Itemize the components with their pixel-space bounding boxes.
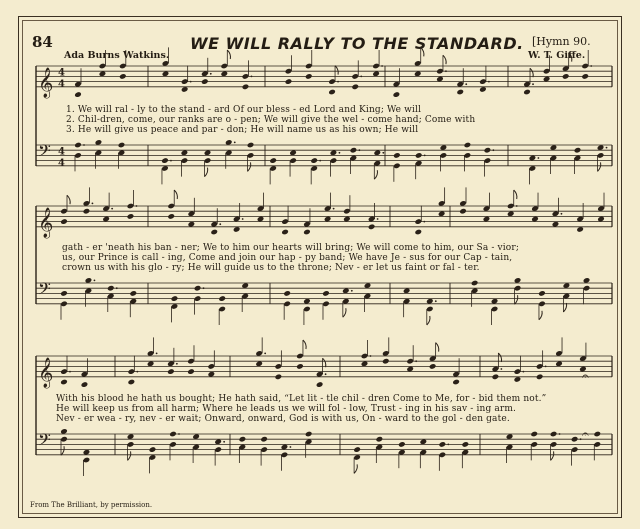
time-signature-bottom: 4 bbox=[58, 78, 65, 90]
note-head bbox=[398, 441, 406, 448]
note-flag bbox=[436, 343, 439, 352]
note-flag bbox=[515, 295, 518, 304]
note-head bbox=[303, 229, 311, 236]
dot bbox=[382, 152, 384, 154]
note-head bbox=[574, 147, 582, 154]
note-head bbox=[260, 436, 268, 443]
system-1-verse-2: 2. Chil-dren, come, our ranks are o - pen; We will give the wel - come hand; Come with bbox=[66, 115, 476, 125]
note-head bbox=[393, 91, 401, 98]
note-flag bbox=[443, 55, 446, 64]
lyricist-credit: Ada Burns Watkins. bbox=[64, 50, 170, 61]
dot bbox=[69, 371, 71, 373]
note-head bbox=[429, 363, 437, 370]
note-head bbox=[464, 142, 472, 149]
note-head bbox=[60, 218, 68, 225]
dot bbox=[116, 287, 118, 289]
dot bbox=[203, 287, 205, 289]
note-flag bbox=[335, 66, 338, 75]
fermata: 𝄐 bbox=[582, 369, 589, 383]
note-flag bbox=[343, 308, 346, 317]
note-head bbox=[127, 213, 135, 220]
note-head bbox=[310, 157, 318, 164]
note-head bbox=[382, 358, 390, 365]
note-head bbox=[149, 446, 157, 453]
note-head bbox=[167, 213, 175, 220]
note-head bbox=[456, 89, 464, 96]
dot bbox=[156, 353, 158, 355]
note-head bbox=[269, 157, 277, 164]
bass-clef: 𝄢 bbox=[38, 278, 51, 303]
dot bbox=[83, 144, 85, 146]
system-1-verse-1: 1. We will ral - ly to the stand - ard Of our bless - ed Lord and King; We will bbox=[66, 105, 422, 115]
dot bbox=[111, 208, 113, 210]
note-head bbox=[74, 142, 82, 149]
note-head bbox=[60, 290, 68, 297]
note-head bbox=[171, 295, 179, 302]
note-head bbox=[471, 280, 479, 287]
note-head bbox=[107, 285, 115, 292]
note-head bbox=[415, 152, 423, 159]
note-flag bbox=[205, 168, 208, 177]
bass-clef: 𝄢 bbox=[38, 429, 51, 454]
note-flag bbox=[303, 340, 306, 349]
note-flag bbox=[354, 464, 357, 473]
note-head bbox=[393, 152, 401, 159]
note-head bbox=[281, 229, 289, 236]
dot bbox=[522, 371, 524, 373]
dot bbox=[370, 355, 372, 357]
page-number: 84 bbox=[32, 33, 53, 51]
note-flag bbox=[498, 353, 501, 362]
note-flag bbox=[227, 50, 230, 59]
note-head bbox=[368, 224, 376, 231]
note-flag bbox=[374, 170, 377, 179]
dot bbox=[377, 218, 379, 220]
note-head bbox=[187, 368, 195, 375]
note-head bbox=[305, 73, 313, 80]
note-flag bbox=[67, 195, 70, 204]
hymn-number: [Hymn 90. bbox=[532, 35, 591, 48]
note-head bbox=[550, 431, 558, 438]
dot bbox=[590, 65, 592, 67]
note-head bbox=[275, 374, 283, 381]
dot bbox=[500, 368, 502, 370]
dot bbox=[219, 223, 221, 225]
note-head bbox=[242, 84, 250, 91]
note-head bbox=[462, 441, 470, 448]
note-head bbox=[316, 381, 324, 388]
note-flag bbox=[323, 358, 326, 367]
note-head bbox=[530, 431, 538, 438]
note-head bbox=[484, 147, 492, 154]
system-2-verse-2: us, our Prince is call - ing, Come and join our hap - py band; We have Je - sus for our Cap - tain, bbox=[62, 253, 513, 263]
note-head bbox=[452, 379, 460, 386]
dot bbox=[136, 371, 138, 373]
note-flag bbox=[421, 47, 424, 56]
note-head bbox=[581, 73, 589, 80]
note-head bbox=[83, 208, 91, 215]
note-head bbox=[538, 290, 546, 297]
note-flag bbox=[514, 190, 517, 199]
note-flag bbox=[128, 451, 131, 460]
dot bbox=[445, 70, 447, 72]
note-head bbox=[218, 295, 226, 302]
dot bbox=[136, 205, 138, 207]
note-head bbox=[328, 89, 336, 96]
note-head bbox=[439, 441, 447, 448]
note-head bbox=[305, 431, 313, 438]
note-head bbox=[536, 374, 544, 381]
time-signature-bottom: 4 bbox=[58, 157, 65, 169]
hymn-title: WE WILL RALLY TO THE STANDARD. bbox=[190, 34, 524, 53]
dot bbox=[488, 81, 490, 83]
note-head bbox=[169, 431, 177, 438]
note-head bbox=[523, 89, 531, 96]
note-head bbox=[81, 381, 89, 388]
dot bbox=[242, 218, 244, 220]
note-head bbox=[562, 73, 570, 80]
time-signature-top: 4 bbox=[58, 67, 65, 79]
note-head bbox=[376, 436, 384, 443]
note-flag bbox=[427, 316, 430, 325]
note-head bbox=[118, 142, 126, 149]
dot bbox=[559, 433, 561, 435]
dot bbox=[333, 208, 335, 210]
note-head bbox=[492, 374, 500, 381]
system-3-verse-1: With his blood he hath us bought; He hath said, “Let lit - tle chil - dren Come to Me, for - bid them not.” bbox=[56, 394, 547, 404]
note-head bbox=[60, 379, 68, 386]
note-flag bbox=[530, 68, 533, 77]
dot bbox=[251, 76, 253, 78]
dot bbox=[516, 205, 518, 207]
note-head bbox=[353, 446, 361, 453]
dot bbox=[545, 366, 547, 368]
dot bbox=[223, 441, 225, 443]
note-head bbox=[285, 78, 293, 85]
note-flag bbox=[569, 53, 572, 62]
dot bbox=[210, 73, 212, 75]
dot bbox=[360, 76, 362, 78]
note-head bbox=[571, 436, 579, 443]
note-head bbox=[350, 147, 358, 154]
note-head bbox=[129, 290, 137, 297]
note-flag bbox=[248, 162, 251, 171]
note-head bbox=[128, 379, 136, 386]
dot bbox=[325, 373, 327, 375]
dot bbox=[178, 433, 180, 435]
dot bbox=[424, 155, 426, 157]
note-head bbox=[201, 78, 209, 85]
note-flag bbox=[551, 451, 554, 460]
dot bbox=[537, 157, 539, 159]
note-head bbox=[283, 290, 291, 297]
note-head bbox=[167, 368, 175, 375]
dot bbox=[465, 83, 467, 85]
dot bbox=[415, 360, 417, 362]
dot bbox=[351, 290, 353, 292]
note-flag bbox=[174, 190, 177, 199]
system-3-verse-3: Nev - er wea - ry, nev - er wait; Onward, onward, God is with us, On - ward to the gol - den gate. bbox=[56, 414, 510, 424]
note-head bbox=[459, 208, 467, 215]
dot bbox=[319, 160, 321, 162]
dot bbox=[170, 160, 172, 162]
note-flag bbox=[598, 162, 601, 171]
note-head bbox=[247, 142, 255, 149]
system-3-verse-2: He will keep us from all harm; Where he leads us we will fol - low, Trust - ing in his sav - ing arm. bbox=[56, 404, 517, 414]
note-head bbox=[239, 436, 247, 443]
bass-clef: 𝄢 bbox=[38, 140, 51, 165]
dot bbox=[92, 203, 94, 205]
note-head bbox=[351, 84, 359, 91]
note-head bbox=[296, 363, 304, 370]
system-2-verse-1: gath - er 'neath his ban - ner; We to him our hearts will bring; We will come to him, our Sa - vior; bbox=[62, 243, 520, 253]
note-head bbox=[593, 431, 601, 438]
footer-credit: From The Brilliant, by permission. bbox=[30, 501, 153, 509]
composer-credit: W. T. Giffe. bbox=[528, 50, 586, 61]
dot bbox=[337, 81, 339, 83]
note-head bbox=[210, 229, 218, 236]
note-head bbox=[322, 290, 330, 297]
note-head bbox=[415, 229, 423, 236]
dot bbox=[290, 446, 292, 448]
note-head bbox=[194, 285, 202, 292]
dot bbox=[234, 142, 236, 144]
treble-clef: 𝄞 bbox=[38, 207, 54, 238]
note-head bbox=[119, 73, 127, 80]
dot bbox=[447, 444, 449, 446]
treble-clef: 𝄞 bbox=[38, 357, 54, 388]
fermata: 𝄐 bbox=[582, 427, 589, 441]
dot bbox=[381, 65, 383, 67]
note-flag bbox=[539, 311, 542, 320]
dot bbox=[606, 147, 608, 149]
note-head bbox=[74, 91, 82, 98]
note-flag bbox=[61, 446, 64, 455]
system-2-verse-3: crown us with his glo - ry; He will guide us to the throne; Nev - er let us faint or fal - ter. bbox=[62, 263, 480, 273]
time-signature-top: 4 bbox=[58, 146, 65, 158]
dot bbox=[176, 363, 178, 365]
dot bbox=[492, 149, 494, 151]
dot bbox=[264, 353, 266, 355]
dot bbox=[532, 83, 534, 85]
note-head bbox=[161, 157, 169, 164]
dot bbox=[94, 280, 96, 282]
dot bbox=[190, 81, 192, 83]
system-1-verse-3: 3. He will give us peace and par - don; He will name us as his own; He will bbox=[66, 125, 419, 135]
dot bbox=[339, 152, 341, 154]
dot bbox=[561, 213, 563, 215]
dot bbox=[423, 221, 425, 223]
treble-clef: 𝄞 bbox=[38, 67, 54, 98]
note-flag bbox=[563, 303, 566, 312]
dot bbox=[435, 300, 437, 302]
dot bbox=[358, 149, 360, 151]
